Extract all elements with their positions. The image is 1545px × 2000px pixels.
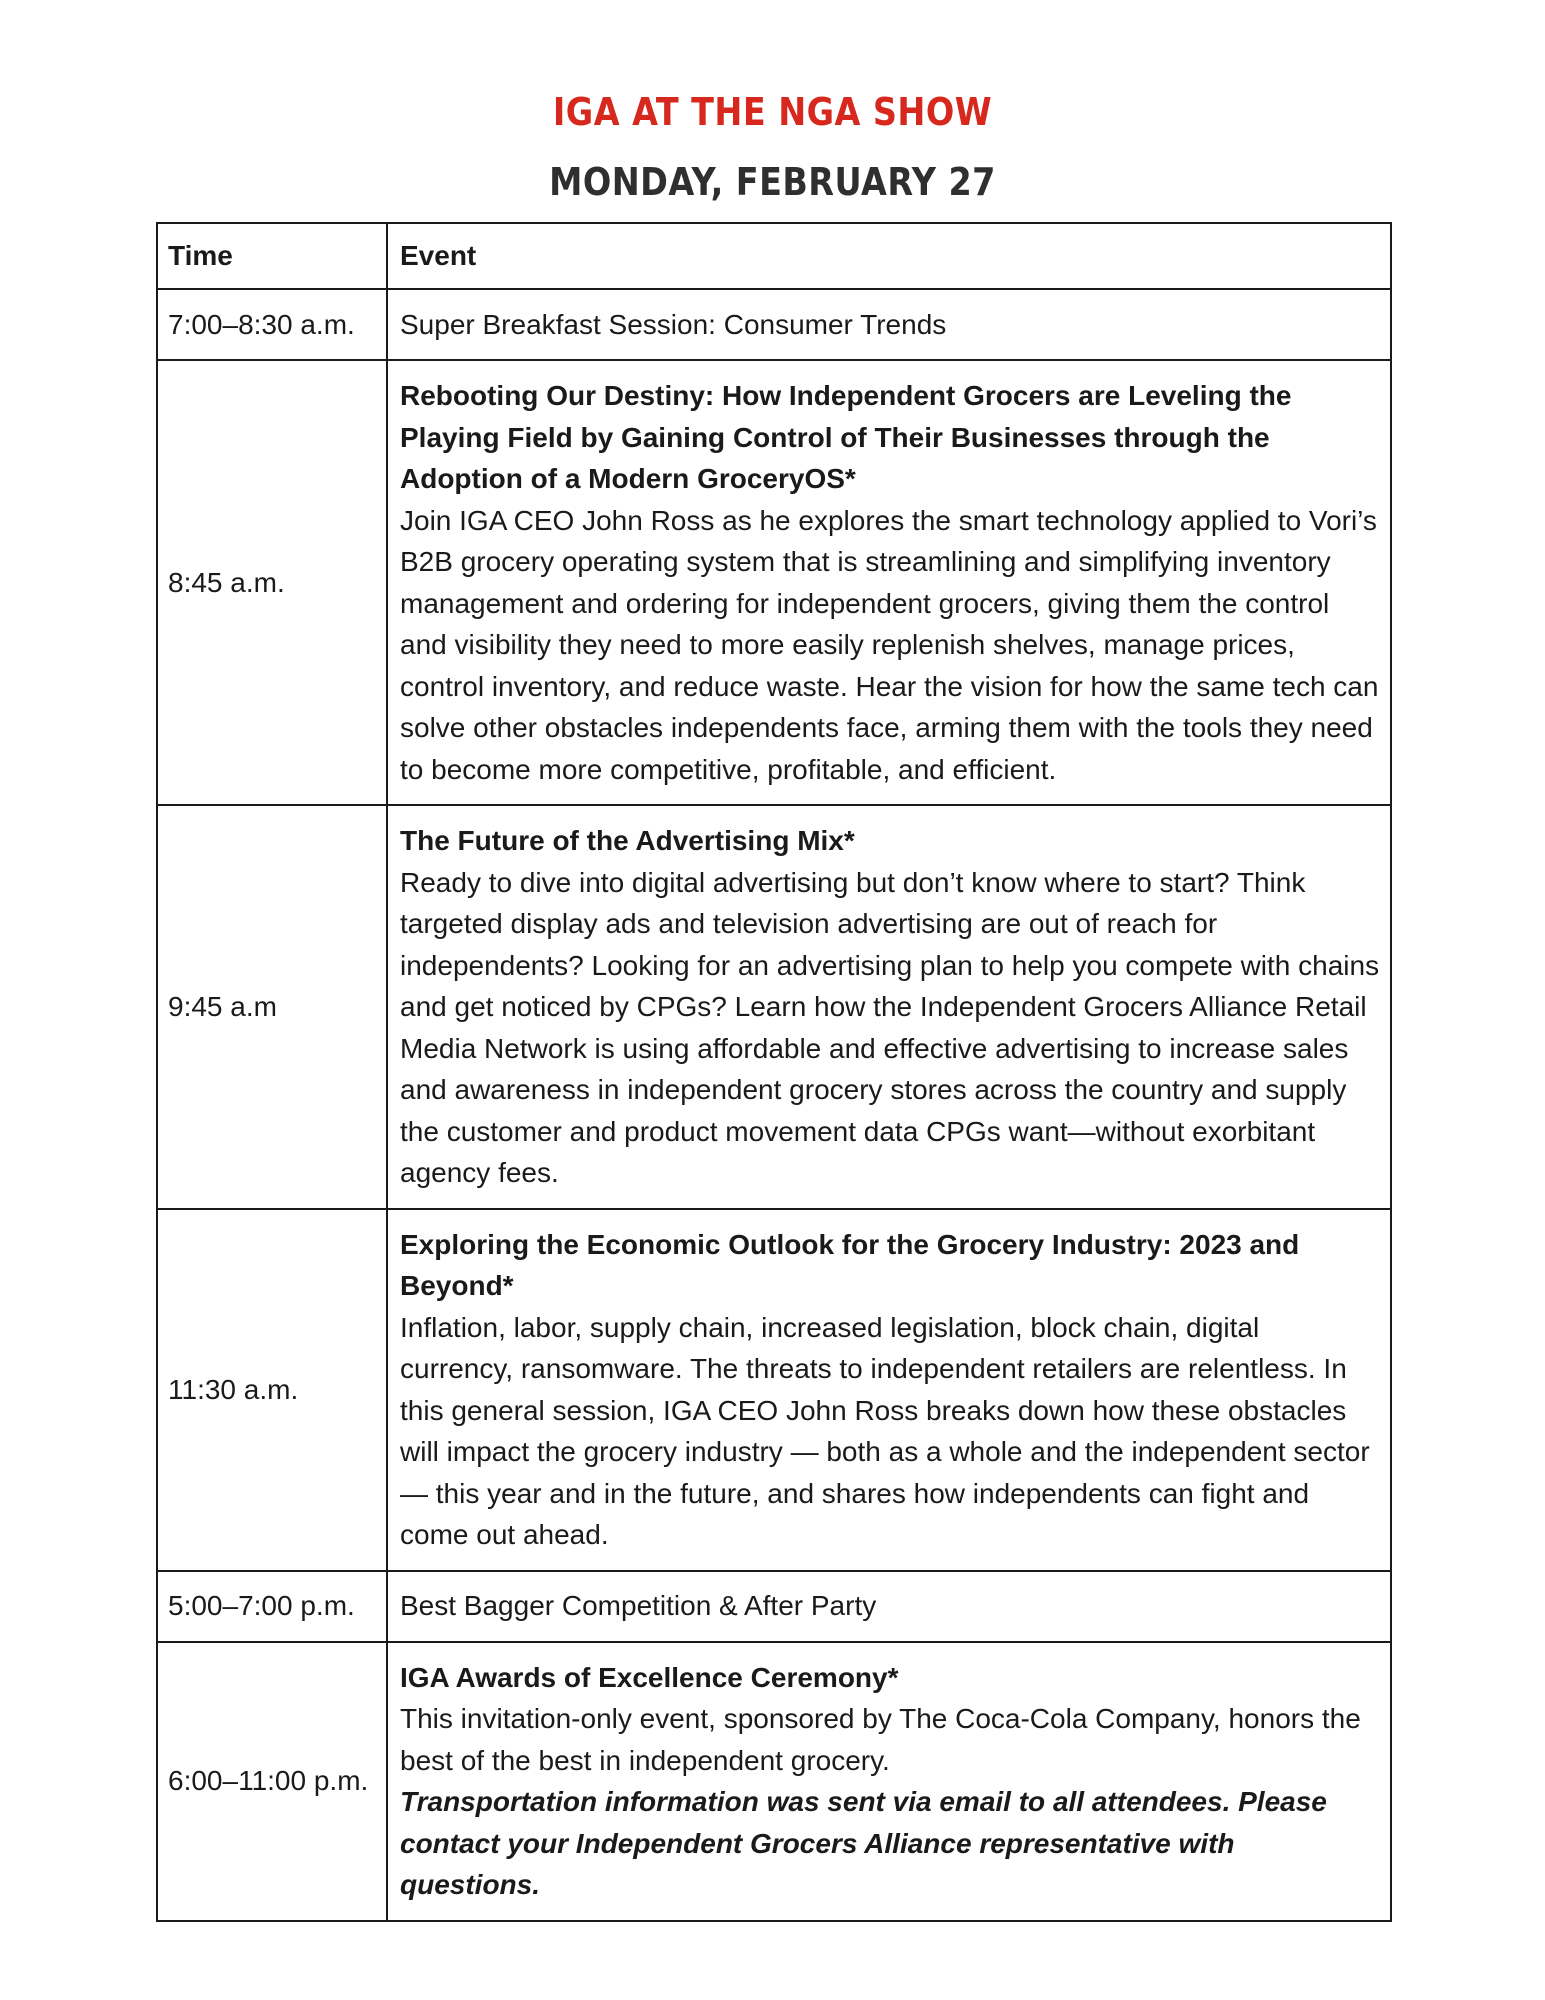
event-description: Best Bagger Competition & After Party [400,1590,877,1622]
event-title: Rebooting Our Destiny: How Independent Grocers are Leveling the Playing Field by Gaining Control of Their Businesses through the Adoption of a Modern GroceryOS* [400,380,1292,494]
row-event [387,1642,1391,1921]
row-time: 5:00–7:00 p.m. [157,1571,387,1642]
table-row [157,1209,1391,1571]
row-event [387,360,1391,805]
event-description: Join IGA CEO John Ross as he explores the smart technology applied to Vori’s B2B grocery operating system that is streamlining and simplifying inventory management and ordering for independent grocers, giving them the control and visibility they need to more easily replenish shelves, manage prices, control inventory, and reduce waste. Hear the vision for how the same tech can solve other obstacles independents face, arming them with the tools they need to become more competitive, profitable, and efficient. [400,504,1379,785]
table-row [157,805,1391,1209]
event-title: IGA Awards of Excellence Ceremony* [400,1661,899,1693]
row-time: 6:00–11:00 p.m. [157,1642,387,1921]
row-time: 8:45 a.m. [157,360,387,805]
document-subtitle: MONDAY, FEBRUARY 27 [549,160,996,204]
event-title: Exploring the Economic Outlook for the Grocery Industry: 2023 and Beyond* [400,1228,1300,1301]
row-event [387,289,1391,360]
row-time: 7:00–8:30 a.m. [157,289,387,360]
row-event [387,805,1391,1209]
event-description: Inflation, labor, supply chain, increased legislation, block chain, digital currency, ransomware. The threats to independent retailers are relentless. In this general session, IGA CEO John Ross breaks down how these obstacles will impact the grocery industry — both as a whole and the independent sector — this year and in the future, and shares how independents can fight and come out ahead. [400,1311,1370,1550]
event-note: Transportation information was sent via email to all attendees. Please contact your Independent Grocers Alliance representative with questions. [400,1786,1327,1900]
row-time: 11:30 a.m. [157,1209,387,1571]
page-header [0,86,1545,208]
row-time: 9:45 a.m [157,805,387,1209]
event-title: The Future of the Advertising Mix* [400,825,855,856]
table-row [157,360,1391,805]
schedule-table [156,222,1392,1922]
row-event [387,1209,1391,1571]
row-event [387,1571,1391,1642]
table-row [157,289,1391,360]
event-description: Super Breakfast Session: Consumer Trends [400,308,947,340]
event-description: This invitation-only event, sponsored by The Coca-Cola Company, honors the best of the best in independent grocery. [400,1703,1361,1776]
table-header-row [157,223,1391,289]
event-description: Ready to dive into digital advertising but don’t know where to start? Think targeted display ads and television advertising are out of reach for independents? Looking for an advertising plan to help you compete with chains and get noticed by CPGs? Learn how the Independent Grocers Alliance Retail Media Network is using affordable and effective advertising to increase sales and awareness in independent grocery stores across the country and supply the customer and product movement data CPGs want—without exorbitant agency fees. [400,866,1380,1188]
table-row [157,1571,1391,1642]
column-header-event: Event [387,223,1391,289]
column-header-time: Time [157,223,387,289]
document-title: IGA AT THE NGA SHOW [552,90,993,134]
table-row [157,1642,1391,1921]
